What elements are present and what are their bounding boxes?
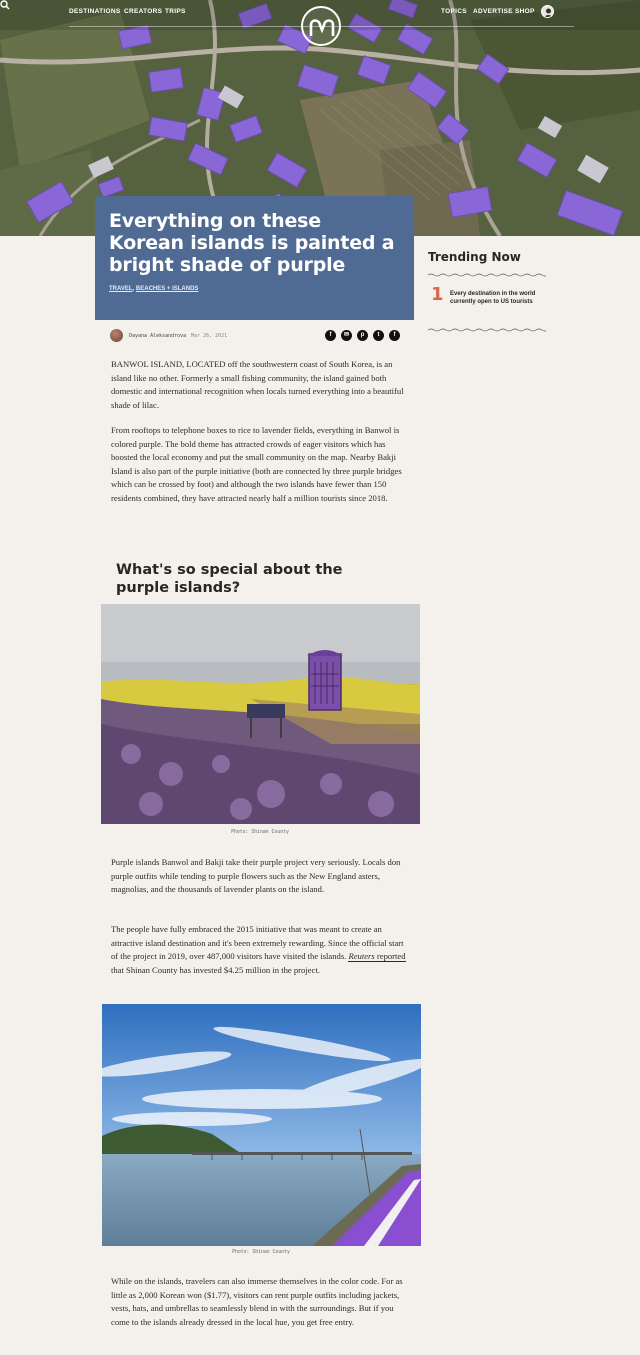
- article-paragraph: The people have fully embraced the 2015 initiative that was meant to create an attractive island destination and it's been extremely rewarding. Since the official start of the project in 2019, over 487,000 visitors have visited the islands. Reuters reported that Shinan County has invested $4.25 million in the project.: [111, 924, 406, 975]
- search-icon[interactable]: [0, 0, 10, 10]
- trending-now-panel: [428, 250, 546, 337]
- author-avatar[interactable]: [110, 329, 123, 342]
- article-byline: [110, 329, 406, 343]
- trending-rank: 1: [431, 284, 444, 305]
- photo-caption: Photo: Shinan County: [232, 1250, 290, 1255]
- nav-creators[interactable]: CREATORS: [124, 8, 163, 15]
- publish-date: Mar 26, 2021: [191, 333, 228, 339]
- trending-title[interactable]: Every destination in the world currently open to US tourists: [450, 291, 536, 305]
- article-tags: TRAVEL, BEACHES + ISLANDS: [109, 286, 199, 292]
- facebook-icon[interactable]: f: [325, 330, 336, 341]
- nav-topics[interactable]: TOPICS: [441, 8, 467, 15]
- photo-caption: Photo: Shinan County: [231, 830, 289, 835]
- article-paragraph: BANWOL ISLAND, LOCATED off the southwestern coast of South Korea, is an island like no other. Formerly a small fishing community, the island gained both domestic and international recognition when locals turned everything into a beautiful shade of lilac.: [111, 359, 404, 410]
- flipboard-icon[interactable]: f: [389, 330, 400, 341]
- author-name[interactable]: Dayana Aleksandrova: [129, 333, 187, 339]
- reuters-link[interactable]: Reuters reported: [348, 951, 406, 962]
- nav-advertise[interactable]: ADVERTISE: [473, 8, 513, 15]
- article-paragraph: From rooftops to telephone boxes to rice to lavender fields, everything in Banwol is colored purple. The bold theme has attracted crowds of eager visitors which has boosted the local economy and put the small community on the map. Nearby Bakji Island is also part of the purple initiative (both are connected by three purple bridges which can be crossed by foot) and although the two islands have fewer than 150 residents combined, they have attracted nearly half a million tourists since 2018.: [111, 425, 402, 503]
- nav-shop[interactable]: SHOP: [515, 8, 535, 15]
- nav-trips[interactable]: TRIPS: [165, 8, 186, 15]
- article-title-box: [95, 196, 414, 320]
- article-paragraph: Purple islands Banwol and Bakji take their purple project very seriously. Locals don purple outfits while tending to purple flowers such as the New England asters, magnolias, and the thousands of lavender plants on the island.: [111, 857, 401, 895]
- twitter-icon[interactable]: t: [373, 330, 384, 341]
- purple-bridge-photo: [102, 1004, 421, 1246]
- logo-m-icon: [309, 16, 335, 38]
- site-logo[interactable]: [301, 6, 341, 46]
- tag-travel[interactable]: TRAVEL: [109, 286, 133, 292]
- wavy-divider: [428, 328, 546, 332]
- profile-icon[interactable]: [541, 5, 554, 18]
- tag-beaches-islands[interactable]: BEACHES + ISLANDS: [135, 286, 199, 292]
- nav-destinations[interactable]: DESTINATIONS: [69, 8, 121, 15]
- section-heading: What's so special about the purple islands?: [116, 562, 343, 596]
- email-icon[interactable]: ✉: [341, 330, 352, 341]
- article-paragraph: While on the islands, travelers can also immerse themselves in the color code. For as little as 2,000 Korean won ($1.77), visitors can rent purple outfits including jackets, vests, hats, and umbrellas to seamlessly blend in with the surroundings. But if you come to the islands already dressed in the local hue, you get free entry.: [111, 1276, 403, 1327]
- trending-heading: Trending Now: [428, 250, 521, 264]
- trending-item[interactable]: [428, 286, 546, 314]
- article-title: Everything on these Korean islands is painted a bright shade of purple: [109, 210, 395, 276]
- lavender-field-photo: [101, 604, 420, 824]
- pinterest-icon[interactable]: p: [357, 330, 368, 341]
- wavy-divider: [428, 273, 546, 277]
